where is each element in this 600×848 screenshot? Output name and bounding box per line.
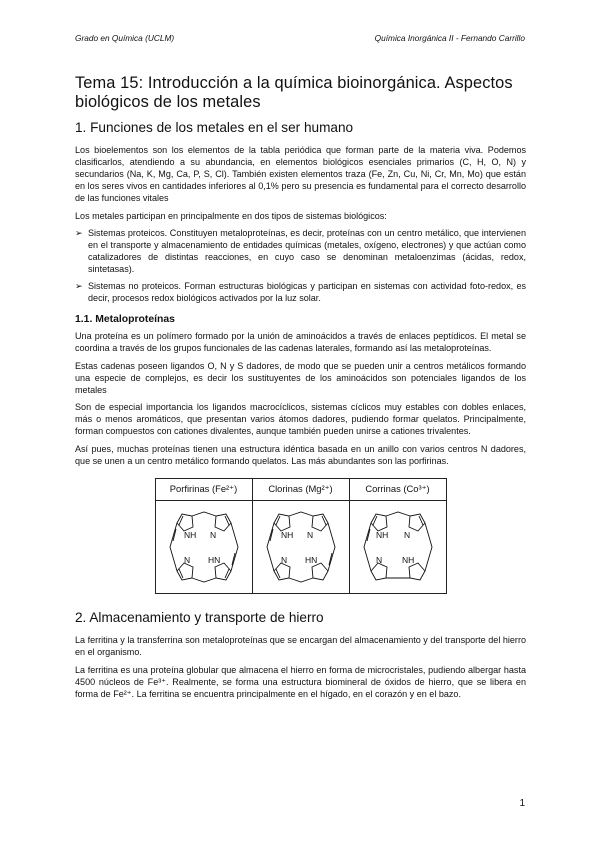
arrow-bullet-icon: ➢ [75, 228, 83, 239]
header-left: Grado en Química (UCLM) [75, 33, 175, 43]
atom-label: HN [304, 554, 317, 565]
paragraph: Así pues, muchas proteínas tienen una estructura idéntica basada en un anillo con varios centros N dadores, que se unen a un centro metálico formando quelatos. Las más abundantes son las porfirinas. [75, 444, 526, 467]
porphyrin-structure-cell [155, 500, 252, 593]
paragraph: Los metales participan en principalmente en dos tipos de sistemas biológicos: [75, 210, 387, 221]
paragraph: Una proteína es un polímero formado por la unión de aminoácidos a través de enlaces peptídicos. El metal se coordina a través de los grupos funcionales de las cadenas laterales, formando así las metaloproteínas. [75, 330, 526, 353]
atom-label: NH [280, 529, 293, 540]
atom-label: NH [375, 529, 388, 540]
paragraph: La ferritina y la transferrina son metaloproteínas que se encargan del almacenamiento y del transporte del hierro en el organismo. [75, 634, 526, 657]
column-header-corrinas: Corrinas (Co³⁺) [349, 478, 446, 500]
atom-label: N [375, 554, 382, 565]
porphyrin-structure-icon [162, 505, 246, 589]
paragraph: La ferritina es una proteína globular que almacena el hierro en forma de microcristales, pudiendo albergar hasta 4500 núcleos de Fe³⁺. Realmente, se forma una estructura biomineral de óxidos de hierro, que se libera en forma de Fe²⁺. La ferritina se encuentra principalmente en el hígado, en el corazón y en el bazo. [75, 664, 526, 699]
page-number: 1 [519, 798, 525, 809]
atom-label: N [209, 529, 216, 540]
paragraph: Los bioelementos son los elementos de la tabla periódica que forman parte de la materia viva. Podemos clasificarlos, atendiendo a su abundancia, en elementos biológicos esenciales primarios (C, H, O, N) y secundarios (Na, K, Mg, Ca, P, S, Cl). También existen elementos traza (Fe, Zn, Cu, Ni, Cr, Mn, Mo) que están en los seres vivos en cantidades inferiores al 0,1% pero su presencia es fundamental para el correcto desarrollo de las funciones vitales [75, 145, 526, 203]
paragraph: Estas cadenas poseen ligandos O, N y S dadores, de modo que se pueden unir a centros metálicos formando una especie de complejos, es decir los sustituyentes de los aminoácidos son potenciales ligandos de los metales [75, 360, 526, 395]
corrin-structure-icon [356, 505, 440, 589]
list-item: ➢ Sistemas proteicos. Constituyen metaloproteínas, es decir, proteínas con un centro metálico, que intervienen en el transporte y almacenamiento de entidades químicas (metales, oxígeno, electrones) y que actúan como catalizadores de distintas reacciones, en cuyo caso se denominan metaloenzimas (ácidas, redox, sintetasas). [75, 228, 526, 275]
section-1-1-heading: 1.1. Metaloproteínas [75, 313, 175, 325]
header-right: Química Inorgánica II - Fernando Carrillo [374, 33, 525, 43]
bullet-list [75, 228, 526, 304]
column-header-porfirinas: Porfirinas (Fe²⁺) [155, 478, 252, 500]
macrocycle-table [155, 478, 447, 594]
corrin-structure-cell [349, 500, 446, 593]
column-header-clorinas: Clorinas (Mg²⁺) [252, 478, 349, 500]
atom-label: NH [401, 554, 414, 565]
atom-label: N [280, 554, 287, 565]
atom-label: NH [183, 529, 196, 540]
paragraph: Son de especial importancia los ligandos macrocíclicos, sistemas cíclicos muy estables con dobles enlaces, más o menos aromáticos, que presentan varios átomos dadores, pudiendo formar quelatos. Principalmente, forman compuestos con cationes divalentes, aunque también pueden unirse a cationes trivalentes. [75, 402, 526, 437]
section-2-heading: 2. Almacenamiento y transporte de hierro [75, 609, 324, 625]
chlorin-structure-icon [259, 505, 343, 589]
list-item: ➢ Sistemas no proteicos. Forman estructuras biológicas y participan en sistemas con actividad foto-redox, es decir, procesos redox biológicos activados por la luz solar. [75, 281, 526, 303]
atom-label: HN [207, 554, 220, 565]
document-title: Tema 15: Introducción a la química bioinorgánica. Aspectos biológicos de los metales [75, 74, 513, 111]
section-1-heading: 1. Funciones de los metales en el ser humano [75, 120, 354, 135]
atom-label: N [306, 529, 313, 540]
arrow-bullet-icon: ➢ [75, 281, 83, 292]
atom-label: N [183, 554, 190, 565]
atom-label: N [403, 529, 410, 540]
chlorin-structure-cell [252, 500, 349, 593]
page-content [75, 74, 526, 706]
